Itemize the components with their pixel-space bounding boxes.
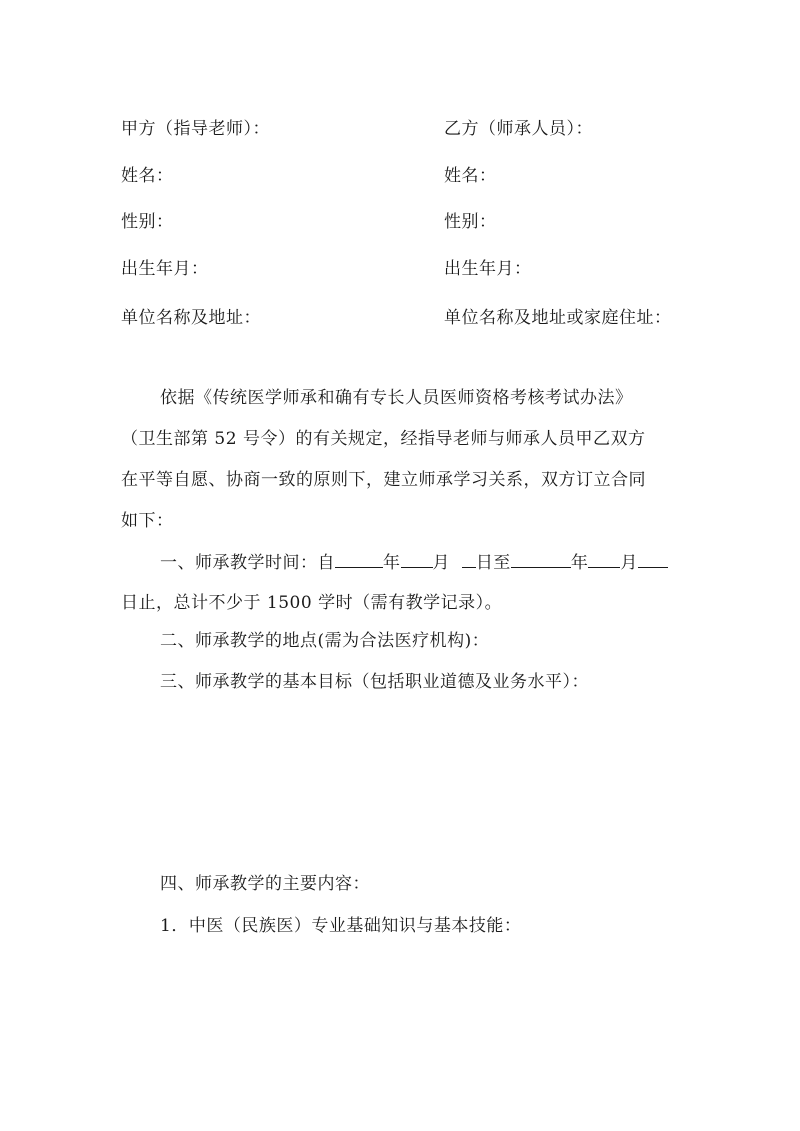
intro-line-4: 如下： [121,511,174,531]
party-b-unit-label: 单位名称及地址或家庭住址： [444,308,672,328]
party-a-gender-label: 性别： [121,212,174,232]
clause-1-year-2: 年 [570,553,589,573]
clause-2: 二、师承教学的地点(需为合法医疗机构)： [160,631,490,651]
party-a-name-label: 姓名： [121,166,174,186]
end-year-blank [511,551,571,568]
party-a-heading: 甲方（指导老师）： [121,119,270,139]
start-day-blank [462,551,476,568]
intro-line-1: 依据《传统医学师承和确有专长人员医师资格考核考试办法》 [160,388,633,408]
party-a-birth-label: 出生年月： [121,259,209,279]
end-month-blank [588,551,620,568]
party-a-unit-label: 单位名称及地址： [121,308,261,328]
clause-1-month-2: 月 [620,553,638,573]
end-day-blank [638,551,668,568]
party-b-gender-label: 性别： [444,212,497,232]
clause-1-line-1 [160,551,668,574]
clause-1-line-2: 日止，总计不少于 1500 学时（需有教学记录）。 [121,593,503,613]
start-year-blank [335,551,383,568]
intro-line-3: 在平等自愿、协商一致的原则下，建立师承学习关系，双方订立合同 [121,470,646,490]
clause-1-day-to: 日至 [475,553,511,573]
party-b-name-label: 姓名： [444,166,497,186]
party-b-heading: 乙方（师承人员）： [444,119,593,139]
clause-3: 三、师承教学的基本目标（包括职业道德及业务水平）： [160,672,589,692]
party-b-birth-label: 出生年月： [444,259,532,279]
clause-1-from: 一、师承教学时间：自 [160,553,335,573]
clause-4: 四、师承教学的主要内容： [160,874,370,894]
clause-1-month-1: 月 [432,553,450,573]
intro-line-2: （卫生部第 52 号令）的有关规定，经指导老师与师承人员甲乙双方 [121,429,646,449]
start-month-blank [401,551,433,568]
clause-4-item-1: 1．中医（民族医）专业基础知识与基本技能： [160,916,522,936]
clause-1-year-1: 年 [383,553,401,573]
